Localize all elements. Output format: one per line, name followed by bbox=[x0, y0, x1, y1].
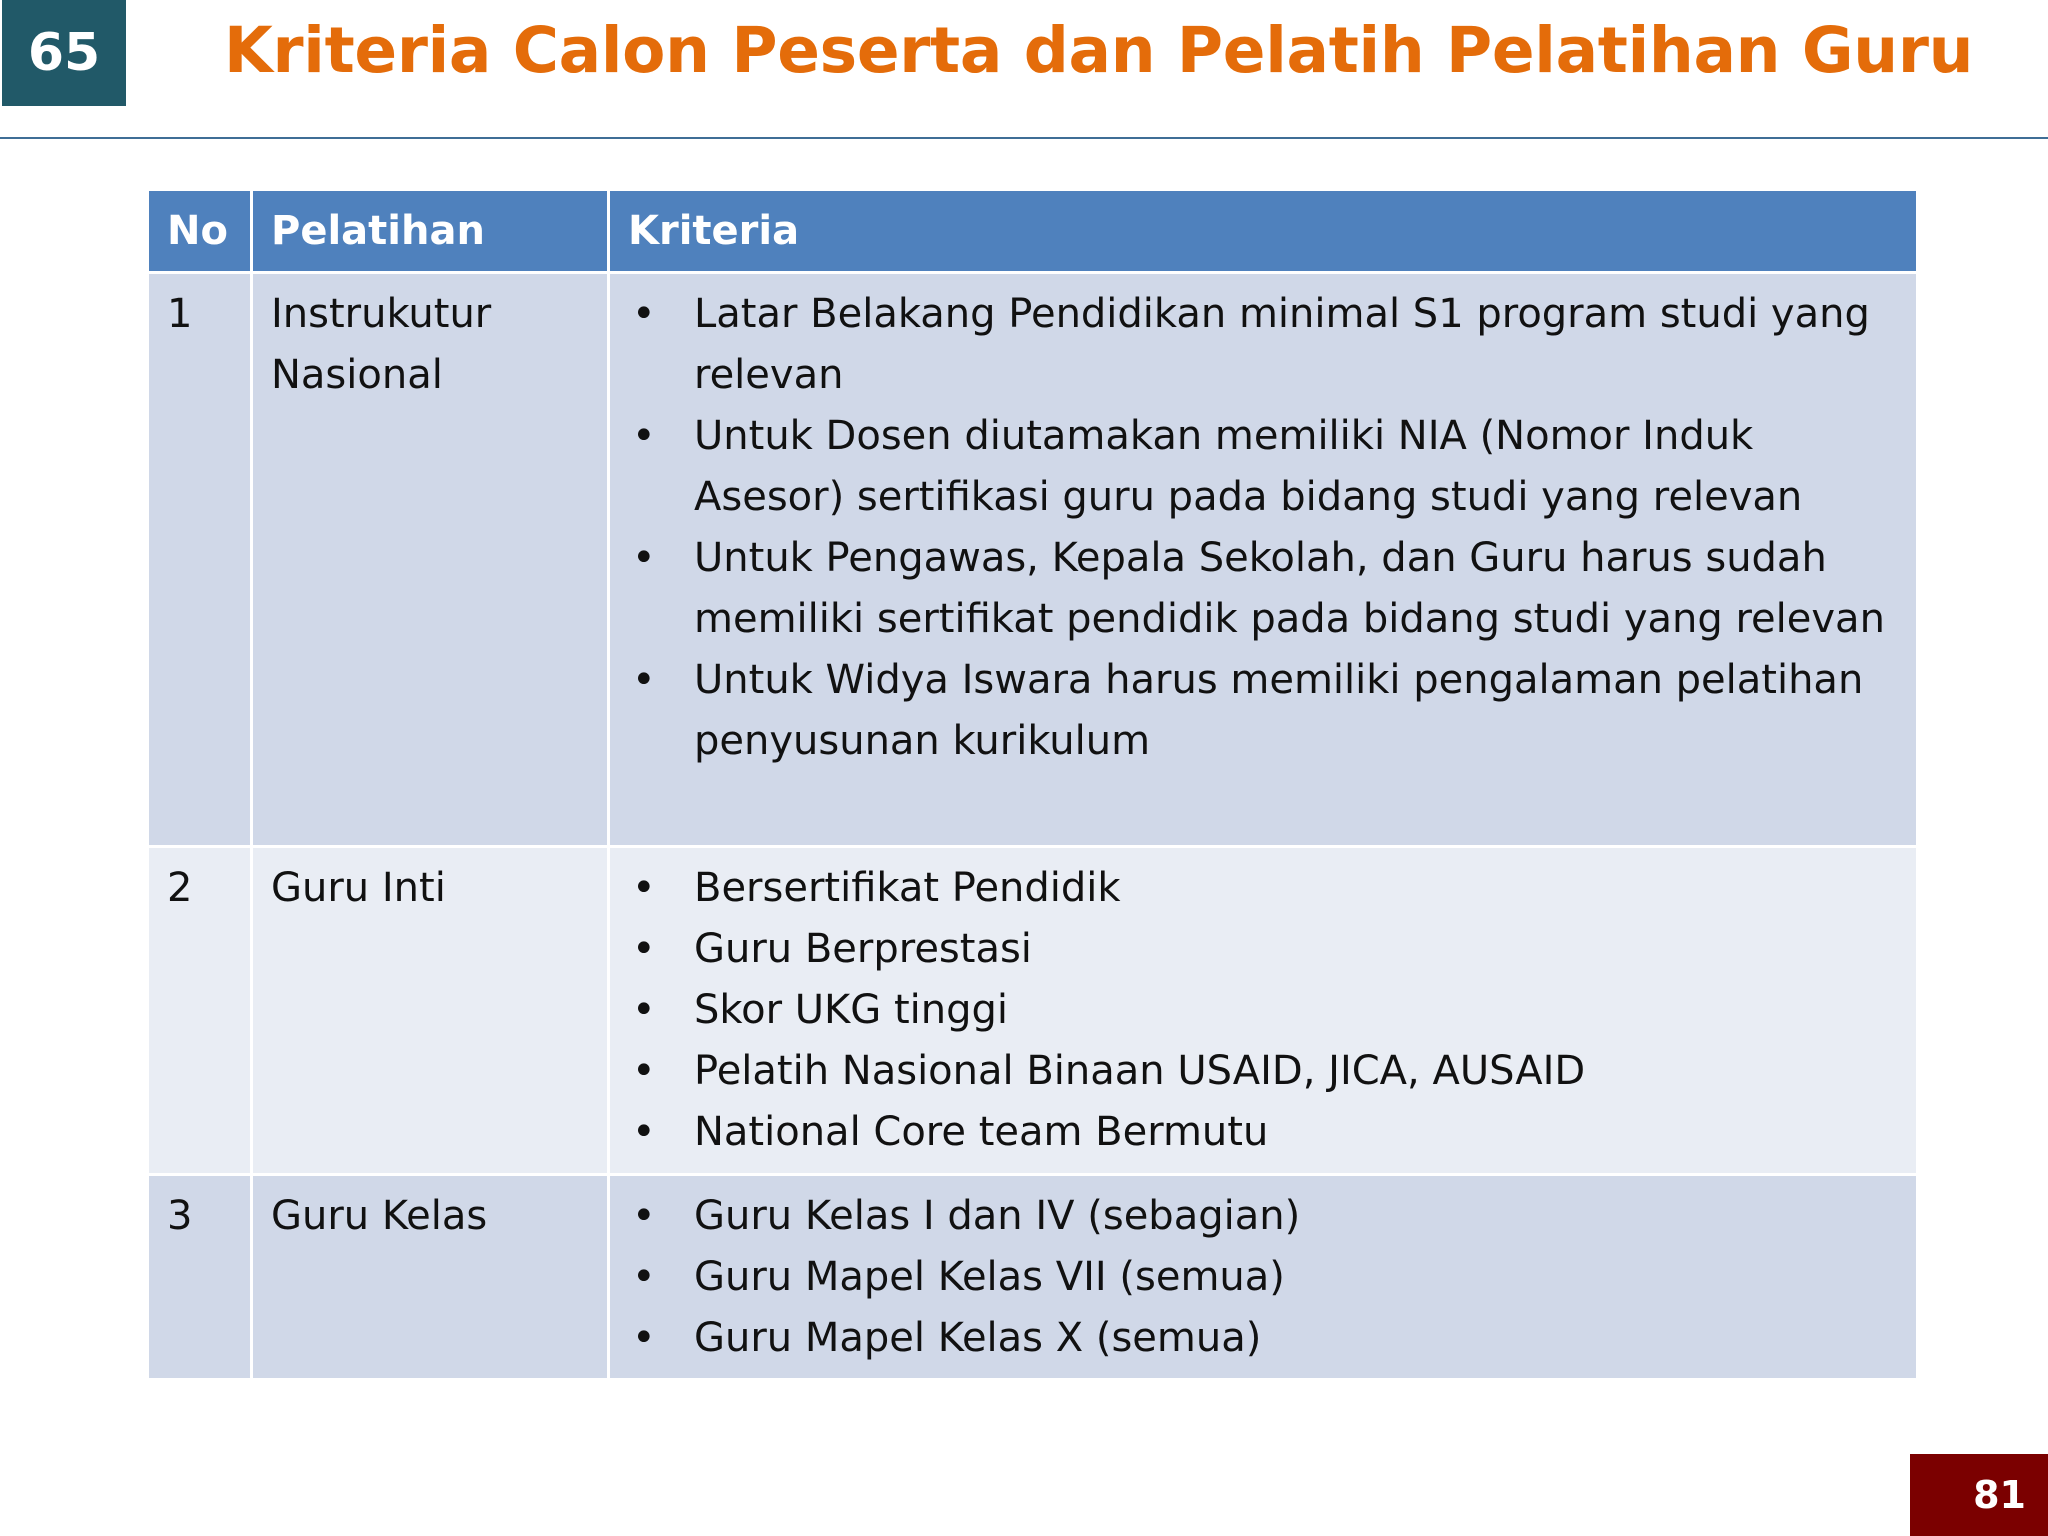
bullet-icon: • bbox=[632, 413, 656, 459]
table-row bbox=[148, 847, 1918, 1175]
bullet-icon: • bbox=[632, 1315, 656, 1361]
list-item-text: Guru Berprestasi bbox=[694, 926, 1032, 972]
bullet-icon: • bbox=[632, 865, 656, 911]
column-header-no: No bbox=[148, 190, 252, 273]
list-item bbox=[628, 284, 1898, 406]
list-item bbox=[628, 1247, 1898, 1308]
list-item-text: Untuk Dosen diutamakan memiliki NIA (Nomor Induk Asesor) sertifikasi guru pada bidang studi yang relevan bbox=[694, 413, 1803, 520]
list-item bbox=[628, 1041, 1898, 1102]
bullet-icon: • bbox=[632, 657, 656, 703]
bullet-icon: • bbox=[632, 1193, 656, 1239]
table-header-row bbox=[148, 190, 1918, 273]
list-item bbox=[628, 406, 1898, 528]
list-item bbox=[628, 980, 1898, 1041]
table-row bbox=[148, 273, 1918, 847]
bullet-icon: • bbox=[632, 291, 656, 337]
cell-no: 2 bbox=[148, 847, 252, 1175]
list-item-text: Guru Kelas I dan IV (sebagian) bbox=[694, 1193, 1301, 1239]
list-item-text: Pelatih Nasional Binaan USAID, JICA, AUSAID bbox=[694, 1048, 1586, 1094]
bullet-icon: • bbox=[632, 1109, 656, 1155]
cell-no: 1 bbox=[148, 273, 252, 847]
cell-pelatihan: Instrukutur Nasional bbox=[252, 273, 609, 847]
list-item-text: Bersertifikat Pendidik bbox=[694, 865, 1121, 911]
table-row bbox=[148, 1175, 1918, 1380]
list-item bbox=[628, 528, 1898, 650]
list-item bbox=[628, 919, 1898, 980]
cell-kriteria bbox=[609, 273, 1918, 847]
cell-pelatihan: Guru Inti bbox=[252, 847, 609, 1175]
list-item-text: Untuk Widya Iswara harus memiliki pengalaman pelatihan penyusunan kurikulum bbox=[694, 657, 1864, 764]
kriteria-list bbox=[628, 284, 1898, 772]
list-item-text: Untuk Pengawas, Kepala Sekolah, dan Guru harus sudah memiliki sertifikat pendidik pada bidang studi yang relevan bbox=[694, 535, 1885, 642]
criteria-table bbox=[146, 188, 1919, 1381]
column-header-pelatihan: Pelatihan bbox=[252, 190, 609, 273]
kriteria-list bbox=[628, 858, 1898, 1163]
bullet-icon: • bbox=[632, 926, 656, 972]
cell-no: 3 bbox=[148, 1175, 252, 1380]
cell-kriteria bbox=[609, 1175, 1918, 1380]
bullet-icon: • bbox=[632, 1048, 656, 1094]
bullet-icon: • bbox=[632, 1254, 656, 1300]
title-divider bbox=[0, 137, 2048, 139]
column-header-kriteria: Kriteria bbox=[609, 190, 1918, 273]
slide-number-badge: 65 bbox=[2, 0, 126, 106]
bullet-icon: • bbox=[632, 535, 656, 581]
list-item-text: Guru Mapel Kelas X (semua) bbox=[694, 1315, 1262, 1361]
cell-pelatihan: Guru Kelas bbox=[252, 1175, 609, 1380]
page-number-badge: 81 bbox=[1910, 1454, 2048, 1536]
kriteria-list bbox=[628, 1186, 1898, 1369]
list-item bbox=[628, 1102, 1898, 1163]
list-item bbox=[628, 1308, 1898, 1369]
list-item bbox=[628, 650, 1898, 772]
list-item-text: Guru Mapel Kelas VII (semua) bbox=[694, 1254, 1285, 1300]
list-item bbox=[628, 858, 1898, 919]
list-item-text: National Core team Bermutu bbox=[694, 1109, 1269, 1155]
list-item bbox=[628, 1186, 1898, 1247]
slide-title: Kriteria Calon Peserta dan Pelatih Pelatihan Guru bbox=[224, 14, 1974, 87]
cell-kriteria bbox=[609, 847, 1918, 1175]
list-item-text: Skor UKG tinggi bbox=[694, 987, 1009, 1033]
bullet-icon: • bbox=[632, 987, 656, 1033]
list-item-text: Latar Belakang Pendidikan minimal S1 program studi yang relevan bbox=[694, 291, 1870, 398]
